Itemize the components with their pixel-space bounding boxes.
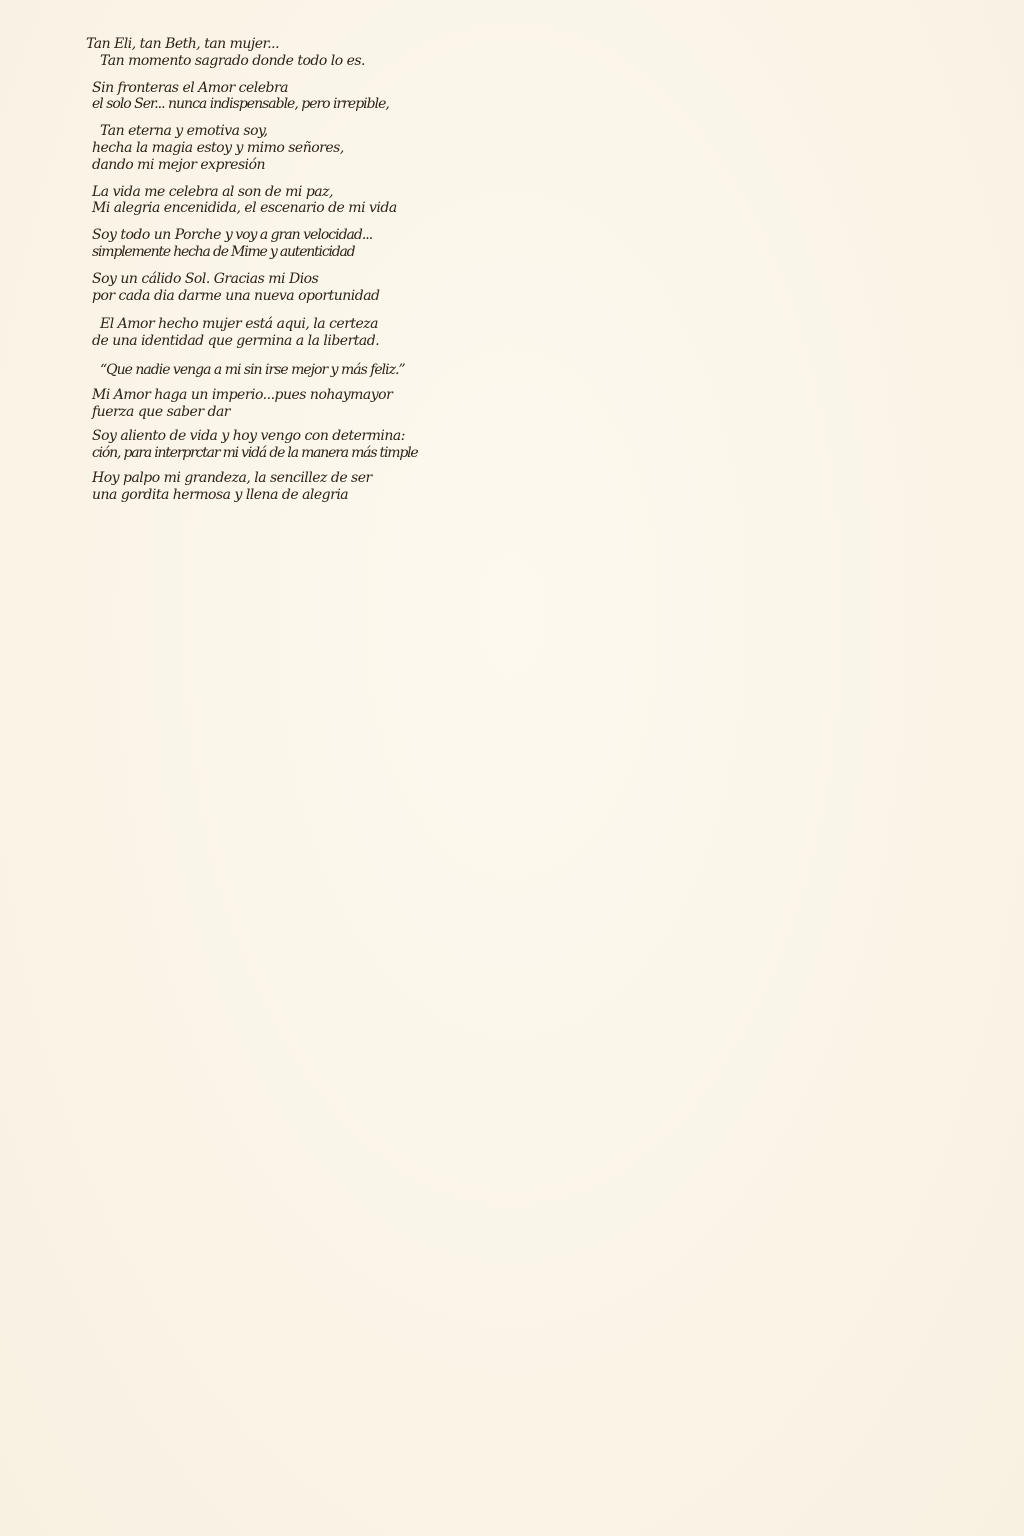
poem-line-18: fuerza que saber dar bbox=[92, 403, 230, 420]
poem-line-10-part-1: Soy todo un Porche bbox=[92, 227, 221, 244]
poem-line-10-part-2: y voy a gran velocidad... bbox=[224, 227, 373, 244]
poem-line-5: Tan eterna y emotiva soy, bbox=[100, 123, 268, 140]
poem-line-15: de una identidad que germina a la libertad. bbox=[92, 333, 380, 350]
poem-line-10 bbox=[92, 227, 1024, 244]
poem-line-19: Soy aliento de vida y hoy vengo con determina: bbox=[92, 428, 405, 445]
poem-line-16: “Que nadie venga a mi sin irse mejor y más feliz.” bbox=[100, 361, 405, 378]
poem-line-6: hecha la magia estoy y mimo señores, bbox=[92, 139, 344, 156]
poem-line-20: ción, para interprctar mi vidá de la manera más timple bbox=[92, 445, 418, 462]
poem-line-17: Mi Amor haga un imperio...pues nohaymayor bbox=[92, 386, 393, 403]
poem-line-14: El Amor hecho mujer está aqui, la certeza bbox=[100, 316, 379, 333]
poem-line-3: Sin fronteras el Amor celebra bbox=[92, 79, 288, 96]
poem-line-12: Soy un cálido Sol. Gracias mi Dios bbox=[92, 270, 319, 287]
poem-line-8: La vida me celebra al son de mi paz, bbox=[92, 183, 333, 200]
poem-line-11: simplemente hecha de Mime y autenticidad bbox=[92, 243, 355, 260]
poem-line-9: Mi alegria encenidida, el escenario de mi vida bbox=[92, 200, 397, 217]
poem-line-1: Tan Eli, tan Beth, tan mujer... bbox=[86, 36, 280, 52]
poem-line-2: Tan momento sagrado donde todo lo es. bbox=[100, 52, 365, 69]
poem-line-13: por cada dia darme una nueva oportunidad bbox=[92, 287, 380, 304]
poem-line-4: el solo Ser... nunca indispensable, pero irrepible, bbox=[92, 96, 389, 113]
poem-line-7: dando mi mejor expresión bbox=[92, 156, 266, 173]
poem-line-22: una gordita hermosa y llena de alegria bbox=[92, 486, 349, 503]
poem-line-21: Hoy palpo mi grandeza, la sencillez de ser bbox=[92, 469, 372, 486]
